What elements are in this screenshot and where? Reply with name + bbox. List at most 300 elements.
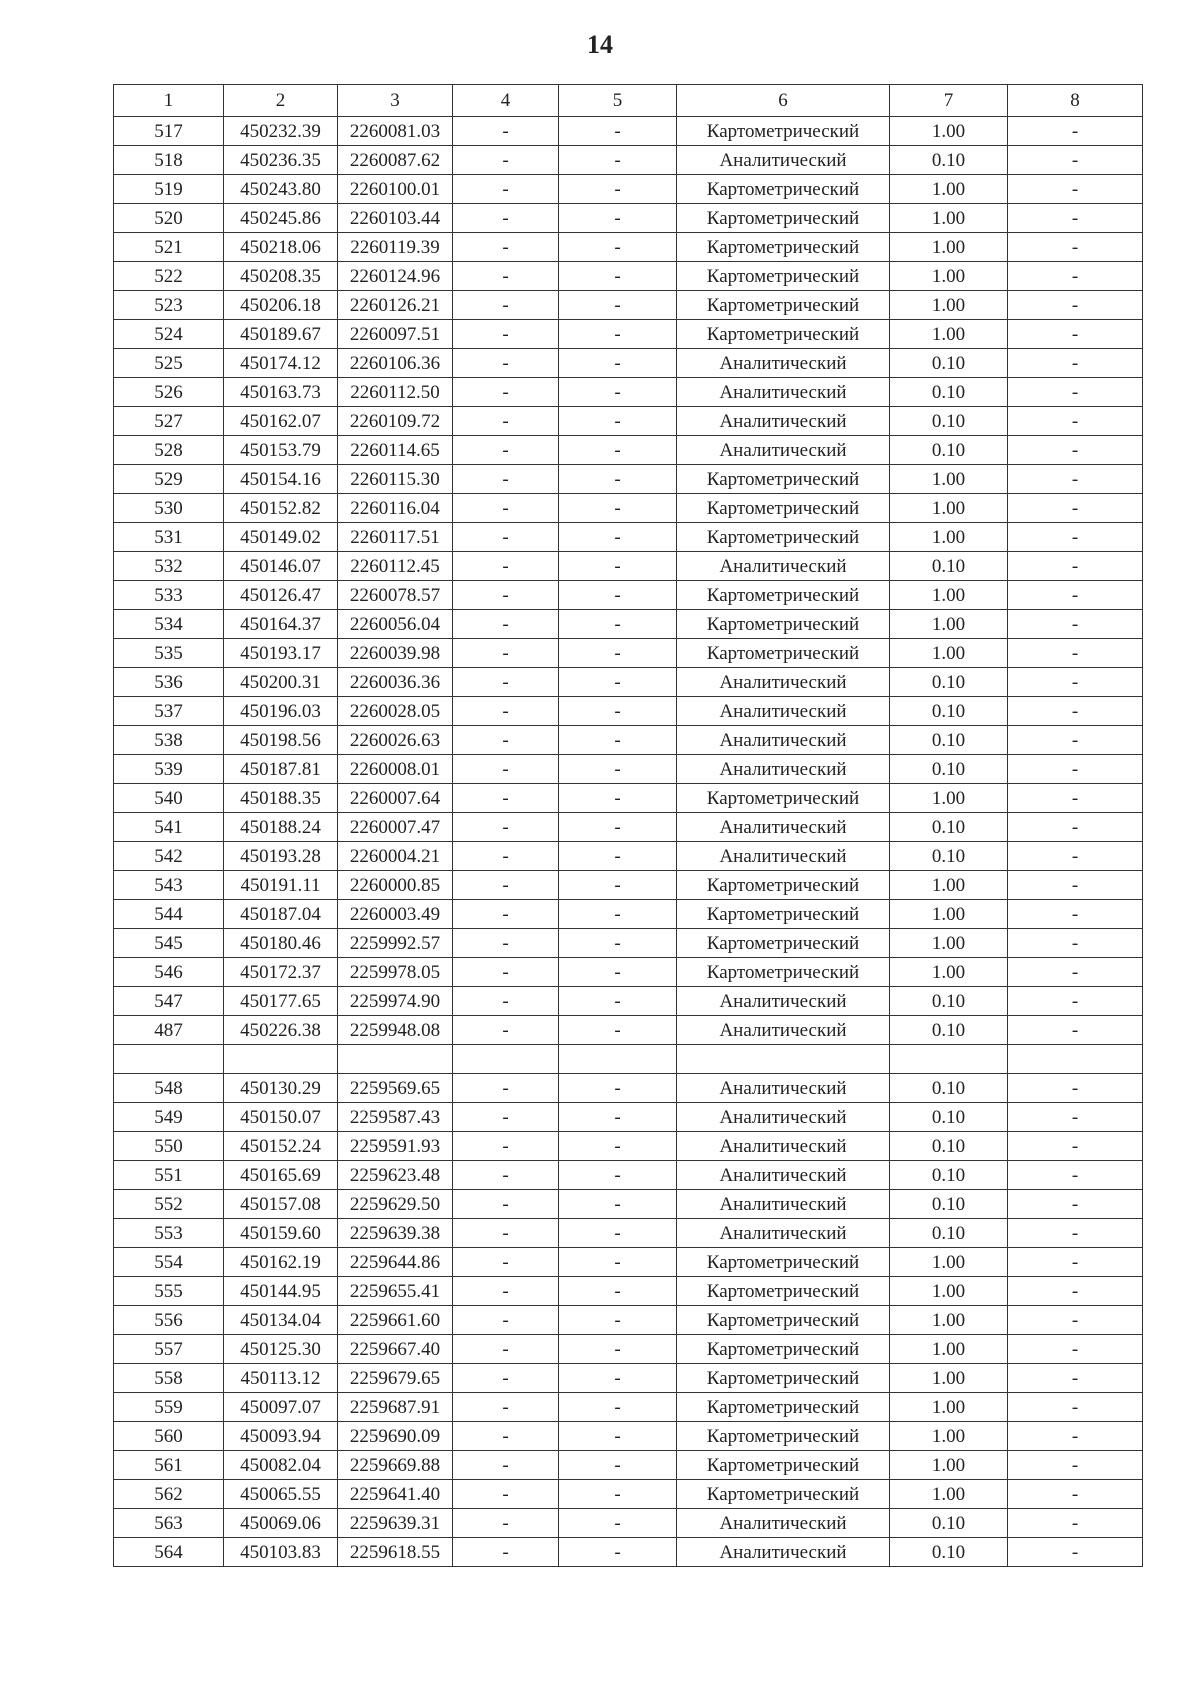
cell-col-5: - [559, 1248, 677, 1277]
cell-point-number: 539 [114, 755, 224, 784]
cell-point-number: 524 [114, 320, 224, 349]
cell-x-coordinate: 450196.03 [224, 697, 338, 726]
cell-accuracy: 0.10 [890, 668, 1008, 697]
table-row [114, 1364, 1143, 1393]
cell-method: Аналитический [677, 842, 890, 871]
table-row [114, 1016, 1143, 1045]
cell-method: Аналитический [677, 755, 890, 784]
cell-method: Аналитический [677, 1190, 890, 1219]
table-row [114, 1451, 1143, 1480]
cell-y-coordinate: 2260007.47 [338, 813, 453, 842]
cell-point-number: 541 [114, 813, 224, 842]
cell-col-4: - [453, 1538, 559, 1567]
cell-accuracy: 0.10 [890, 349, 1008, 378]
cell-col-5: - [559, 320, 677, 349]
cell-point-number: 523 [114, 291, 224, 320]
cell-y-coordinate: 2260103.44 [338, 204, 453, 233]
cell-x-coordinate: 450188.24 [224, 813, 338, 842]
cell-accuracy: 0.10 [890, 378, 1008, 407]
table-row [114, 1161, 1143, 1190]
cell-col-5: - [559, 175, 677, 204]
table-row [114, 1306, 1143, 1335]
cell-x-coordinate: 450146.07 [224, 552, 338, 581]
cell-point-number: 552 [114, 1190, 224, 1219]
cell-col-4: - [453, 320, 559, 349]
cell-method: Картометрический [677, 900, 890, 929]
cell-col-5: - [559, 813, 677, 842]
table-row [114, 175, 1143, 204]
cell-col-4: - [453, 1248, 559, 1277]
cell-method: Аналитический [677, 1538, 890, 1567]
cell-accuracy: 1.00 [890, 175, 1008, 204]
table-row [114, 146, 1143, 175]
cell-col-5: - [559, 668, 677, 697]
cell-point-number: 518 [114, 146, 224, 175]
cell-point-number: 543 [114, 871, 224, 900]
cell-y-coordinate: 2260081.03 [338, 117, 453, 146]
cell-y-coordinate: 2259978.05 [338, 958, 453, 987]
table-row [114, 1393, 1143, 1422]
table-row [114, 1248, 1143, 1277]
cell-col-4: - [453, 1132, 559, 1161]
cell-col-8: - [1008, 407, 1143, 436]
cell-accuracy: 0.10 [890, 1538, 1008, 1567]
cell-method: Картометрический [677, 117, 890, 146]
cell-accuracy: 1.00 [890, 1393, 1008, 1422]
cell-point-number: 537 [114, 697, 224, 726]
cell-col-5: - [559, 1161, 677, 1190]
cell-x-coordinate: 450163.73 [224, 378, 338, 407]
cell-col-4: - [453, 378, 559, 407]
cell-y-coordinate: 2259591.93 [338, 1132, 453, 1161]
cell-accuracy: 0.10 [890, 1219, 1008, 1248]
cell-col-5: - [559, 987, 677, 1016]
cell-col-8: - [1008, 900, 1143, 929]
table-row [114, 842, 1143, 871]
cell-method: Картометрический [677, 784, 890, 813]
cell-col-8: - [1008, 1219, 1143, 1248]
cell-col-4: - [453, 349, 559, 378]
table-row [114, 1103, 1143, 1132]
cell-col-4: - [453, 842, 559, 871]
cell-x-coordinate: 450153.79 [224, 436, 338, 465]
cell-col-4: - [453, 291, 559, 320]
cell-x-coordinate: 450200.31 [224, 668, 338, 697]
cell-method: Картометрический [677, 958, 890, 987]
cell-col-5: - [559, 291, 677, 320]
cell-col-8: - [1008, 784, 1143, 813]
cell-accuracy: 0.10 [890, 987, 1008, 1016]
cell-method: Картометрический [677, 465, 890, 494]
cell-method: Картометрический [677, 1422, 890, 1451]
cell-accuracy: 0.10 [890, 697, 1008, 726]
cell-x-coordinate: 450134.04 [224, 1306, 338, 1335]
cell-x-coordinate: 450069.06 [224, 1509, 338, 1538]
cell-x-coordinate: 450125.30 [224, 1335, 338, 1364]
cell-point-number: 547 [114, 987, 224, 1016]
cell-col-8: - [1008, 1248, 1143, 1277]
cell-col-4: - [453, 639, 559, 668]
cell-col-5: - [559, 755, 677, 784]
cell-y-coordinate: 2259669.88 [338, 1451, 453, 1480]
cell-col-5: - [559, 1335, 677, 1364]
cell-x-coordinate: 450126.47 [224, 581, 338, 610]
cell-y-coordinate: 2259639.38 [338, 1219, 453, 1248]
table-row [114, 233, 1143, 262]
cell-col-4: - [453, 436, 559, 465]
cell-x-coordinate: 450193.17 [224, 639, 338, 668]
cell-method: Аналитический [677, 552, 890, 581]
cell-col-8: - [1008, 349, 1143, 378]
table-row [114, 1335, 1143, 1364]
cell-col-8: - [1008, 1451, 1143, 1480]
cell-x-coordinate: 450180.46 [224, 929, 338, 958]
cell-y-coordinate: 2259629.50 [338, 1190, 453, 1219]
cell-col-8: - [1008, 1016, 1143, 1045]
cell-x-coordinate: 450243.80 [224, 175, 338, 204]
cell-accuracy: 1.00 [890, 1306, 1008, 1335]
cell-accuracy: 0.10 [890, 1509, 1008, 1538]
table-row [114, 1074, 1143, 1103]
cell-col-8: - [1008, 552, 1143, 581]
cell-col-5: - [559, 1509, 677, 1538]
cell-point-number: 536 [114, 668, 224, 697]
cell-col-5: - [559, 262, 677, 291]
cell-point-number: 564 [114, 1538, 224, 1567]
cell-point-number: 559 [114, 1393, 224, 1422]
cell-col-5: - [559, 1393, 677, 1422]
cell-y-coordinate: 2260109.72 [338, 407, 453, 436]
cell-method: Аналитический [677, 1509, 890, 1538]
cell-accuracy: 0.10 [890, 726, 1008, 755]
cell-y-coordinate: 2260117.51 [338, 523, 453, 552]
cell-col-4: - [453, 929, 559, 958]
cell-col-8: - [1008, 755, 1143, 784]
table-row [114, 349, 1143, 378]
table-row [114, 494, 1143, 523]
cell-col-5: - [559, 784, 677, 813]
cell-col-4: - [453, 900, 559, 929]
header-row [114, 85, 1143, 117]
cell-col-4: - [453, 1335, 559, 1364]
cell-col-8: - [1008, 291, 1143, 320]
cell-method: Аналитический [677, 726, 890, 755]
cell-col-4: - [453, 697, 559, 726]
cell-x-coordinate: 450198.56 [224, 726, 338, 755]
cell-col-5: - [559, 1480, 677, 1509]
cell-col-8: - [1008, 1335, 1143, 1364]
cell-col-8: - [1008, 581, 1143, 610]
cell-method: Аналитический [677, 378, 890, 407]
cell-col-8: - [1008, 1538, 1143, 1567]
cell-col-5: - [559, 233, 677, 262]
cell-point-number: 542 [114, 842, 224, 871]
cell-method: Картометрический [677, 639, 890, 668]
cell-accuracy: 1.00 [890, 1277, 1008, 1306]
cell-accuracy: 1.00 [890, 320, 1008, 349]
cell-accuracy: 0.10 [890, 755, 1008, 784]
cell-col-5: - [559, 146, 677, 175]
cell-point-number: 533 [114, 581, 224, 610]
cell-x-coordinate: 450245.86 [224, 204, 338, 233]
table-row [114, 726, 1143, 755]
cell-y-coordinate: 2259667.40 [338, 1335, 453, 1364]
cell-y-coordinate: 2260112.45 [338, 552, 453, 581]
cell-accuracy: 1.00 [890, 204, 1008, 233]
cell-point-number: 557 [114, 1335, 224, 1364]
cell-y-coordinate: 2260114.65 [338, 436, 453, 465]
cell-x-coordinate: 450177.65 [224, 987, 338, 1016]
cell-col-8: - [1008, 494, 1143, 523]
cell-y-coordinate: 2260115.30 [338, 465, 453, 494]
cell-accuracy: 0.10 [890, 552, 1008, 581]
cell-x-coordinate: 450218.06 [224, 233, 338, 262]
cell-method: Картометрический [677, 929, 890, 958]
cell-y-coordinate: 2259644.86 [338, 1248, 453, 1277]
cell-point-number: 548 [114, 1074, 224, 1103]
cell-col-5: - [559, 1364, 677, 1393]
cell-accuracy [890, 1045, 1008, 1074]
cell-point-number: 535 [114, 639, 224, 668]
cell-col-4: - [453, 175, 559, 204]
cell-point-number: 556 [114, 1306, 224, 1335]
cell-method: Аналитический [677, 987, 890, 1016]
cell-y-coordinate: 2259639.31 [338, 1509, 453, 1538]
table-row [114, 1480, 1143, 1509]
cell-col-8: - [1008, 871, 1143, 900]
cell-col-5: - [559, 378, 677, 407]
table-row [114, 639, 1143, 668]
cell-col-4: - [453, 233, 559, 262]
cell-y-coordinate: 2260026.63 [338, 726, 453, 755]
cell-method: Картометрический [677, 581, 890, 610]
cell-col-5: - [559, 494, 677, 523]
cell-accuracy: 1.00 [890, 1335, 1008, 1364]
cell-method: Картометрический [677, 1335, 890, 1364]
cell-col-5: - [559, 349, 677, 378]
column-header-6: 6 [677, 85, 890, 117]
cell-col-8: - [1008, 1306, 1143, 1335]
cell-col-5: - [559, 407, 677, 436]
cell-x-coordinate: 450165.69 [224, 1161, 338, 1190]
cell-y-coordinate: 2260124.96 [338, 262, 453, 291]
table-row-separator [114, 1045, 1143, 1074]
cell-y-coordinate: 2260078.57 [338, 581, 453, 610]
cell-accuracy: 1.00 [890, 1451, 1008, 1480]
cell-y-coordinate [338, 1045, 453, 1074]
cell-col-4: - [453, 1451, 559, 1480]
cell-col-4: - [453, 1016, 559, 1045]
cell-x-coordinate: 450187.81 [224, 755, 338, 784]
cell-method: Аналитический [677, 436, 890, 465]
cell-y-coordinate: 2260126.21 [338, 291, 453, 320]
table-header [114, 85, 1143, 117]
cell-method: Картометрический [677, 1306, 890, 1335]
cell-col-8: - [1008, 726, 1143, 755]
table-row [114, 1132, 1143, 1161]
cell-point-number: 553 [114, 1219, 224, 1248]
cell-accuracy: 1.00 [890, 262, 1008, 291]
table-row [114, 958, 1143, 987]
cell-x-coordinate: 450159.60 [224, 1219, 338, 1248]
cell-col-8: - [1008, 1393, 1143, 1422]
coordinates-table-container [113, 84, 1142, 1567]
cell-col-4: - [453, 958, 559, 987]
cell-col-5: - [559, 1219, 677, 1248]
cell-x-coordinate: 450232.39 [224, 117, 338, 146]
table-row [114, 755, 1143, 784]
cell-y-coordinate: 2260100.01 [338, 175, 453, 204]
cell-y-coordinate: 2260097.51 [338, 320, 453, 349]
cell-method: Аналитический [677, 1161, 890, 1190]
cell-accuracy: 0.10 [890, 146, 1008, 175]
cell-col-8: - [1008, 987, 1143, 1016]
cell-col-4: - [453, 1422, 559, 1451]
cell-y-coordinate: 2260039.98 [338, 639, 453, 668]
cell-col-8: - [1008, 1364, 1143, 1393]
cell-x-coordinate: 450187.04 [224, 900, 338, 929]
cell-accuracy: 0.10 [890, 842, 1008, 871]
cell-col-8: - [1008, 1190, 1143, 1219]
cell-accuracy: 1.00 [890, 465, 1008, 494]
cell-x-coordinate: 450206.18 [224, 291, 338, 320]
cell-col-5: - [559, 1016, 677, 1045]
cell-col-8: - [1008, 958, 1143, 987]
table-row [114, 1538, 1143, 1567]
cell-col-4: - [453, 1509, 559, 1538]
cell-col-5: - [559, 581, 677, 610]
cell-col-4: - [453, 1219, 559, 1248]
cell-col-8: - [1008, 929, 1143, 958]
column-header-4: 4 [453, 85, 559, 117]
cell-accuracy: 0.10 [890, 813, 1008, 842]
cell-col-5: - [559, 1277, 677, 1306]
table-row [114, 697, 1143, 726]
cell-point-number: 530 [114, 494, 224, 523]
cell-method: Картометрический [677, 175, 890, 204]
cell-method: Аналитический [677, 668, 890, 697]
cell-col-5: - [559, 1074, 677, 1103]
column-header-3: 3 [338, 85, 453, 117]
cell-point-number: 550 [114, 1132, 224, 1161]
cell-col-8: - [1008, 233, 1143, 262]
cell-y-coordinate: 2260007.64 [338, 784, 453, 813]
cell-x-coordinate: 450226.38 [224, 1016, 338, 1045]
cell-accuracy: 0.10 [890, 1190, 1008, 1219]
cell-method: Аналитический [677, 146, 890, 175]
cell-x-coordinate: 450188.35 [224, 784, 338, 813]
table-row [114, 987, 1143, 1016]
cell-x-coordinate: 450149.02 [224, 523, 338, 552]
cell-x-coordinate: 450113.12 [224, 1364, 338, 1393]
cell-accuracy: 1.00 [890, 1422, 1008, 1451]
cell-accuracy: 0.10 [890, 407, 1008, 436]
cell-col-8: - [1008, 1161, 1143, 1190]
cell-col-5: - [559, 436, 677, 465]
cell-accuracy: 1.00 [890, 1364, 1008, 1393]
cell-point-number: 532 [114, 552, 224, 581]
cell-col-5: - [559, 1538, 677, 1567]
coordinates-table [113, 84, 1143, 1567]
cell-x-coordinate: 450154.16 [224, 465, 338, 494]
cell-method: Аналитический [677, 697, 890, 726]
table-row [114, 1219, 1143, 1248]
cell-col-8 [1008, 1045, 1143, 1074]
table-row [114, 784, 1143, 813]
cell-accuracy: 1.00 [890, 639, 1008, 668]
cell-method: Аналитический [677, 349, 890, 378]
cell-col-5: - [559, 465, 677, 494]
cell-point-number: 562 [114, 1480, 224, 1509]
cell-col-5: - [559, 117, 677, 146]
cell-point-number: 538 [114, 726, 224, 755]
cell-x-coordinate: 450082.04 [224, 1451, 338, 1480]
cell-point-number: 487 [114, 1016, 224, 1045]
cell-col-4: - [453, 1364, 559, 1393]
cell-col-8: - [1008, 465, 1143, 494]
cell-point-number: 545 [114, 929, 224, 958]
cell-x-coordinate: 450189.67 [224, 320, 338, 349]
cell-point-number: 560 [114, 1422, 224, 1451]
table-row [114, 436, 1143, 465]
cell-y-coordinate: 2260116.04 [338, 494, 453, 523]
cell-x-coordinate: 450150.07 [224, 1103, 338, 1132]
cell-col-4: - [453, 204, 559, 233]
cell-y-coordinate: 2260056.04 [338, 610, 453, 639]
cell-method: Картометрический [677, 320, 890, 349]
cell-method: Картометрический [677, 262, 890, 291]
cell-col-5: - [559, 900, 677, 929]
cell-col-4: - [453, 668, 559, 697]
cell-y-coordinate: 2259679.65 [338, 1364, 453, 1393]
cell-col-8: - [1008, 1277, 1143, 1306]
table-row [114, 929, 1143, 958]
table-row [114, 813, 1143, 842]
cell-accuracy: 1.00 [890, 871, 1008, 900]
cell-col-4: - [453, 871, 559, 900]
cell-col-5: - [559, 1103, 677, 1132]
cell-accuracy: 1.00 [890, 117, 1008, 146]
cell-col-4: - [453, 465, 559, 494]
cell-x-coordinate: 450236.35 [224, 146, 338, 175]
cell-accuracy: 1.00 [890, 523, 1008, 552]
cell-point-number: 544 [114, 900, 224, 929]
table-row [114, 320, 1143, 349]
cell-y-coordinate: 2259623.48 [338, 1161, 453, 1190]
table-body [114, 117, 1143, 1567]
cell-col-4: - [453, 1306, 559, 1335]
cell-method: Картометрический [677, 871, 890, 900]
cell-method: Аналитический [677, 813, 890, 842]
cell-col-8: - [1008, 378, 1143, 407]
cell-point-number: 527 [114, 407, 224, 436]
cell-x-coordinate: 450130.29 [224, 1074, 338, 1103]
cell-col-8: - [1008, 320, 1143, 349]
cell-x-coordinate: 450193.28 [224, 842, 338, 871]
cell-col-8: - [1008, 668, 1143, 697]
cell-col-5: - [559, 610, 677, 639]
cell-col-4: - [453, 1393, 559, 1422]
cell-accuracy: 1.00 [890, 929, 1008, 958]
cell-col-8: - [1008, 117, 1143, 146]
cell-point-number: 540 [114, 784, 224, 813]
cell-x-coordinate [224, 1045, 338, 1074]
cell-point-number: 531 [114, 523, 224, 552]
cell-col-5: - [559, 1451, 677, 1480]
column-header-1: 1 [114, 85, 224, 117]
cell-col-5: - [559, 1422, 677, 1451]
cell-col-5: - [559, 929, 677, 958]
